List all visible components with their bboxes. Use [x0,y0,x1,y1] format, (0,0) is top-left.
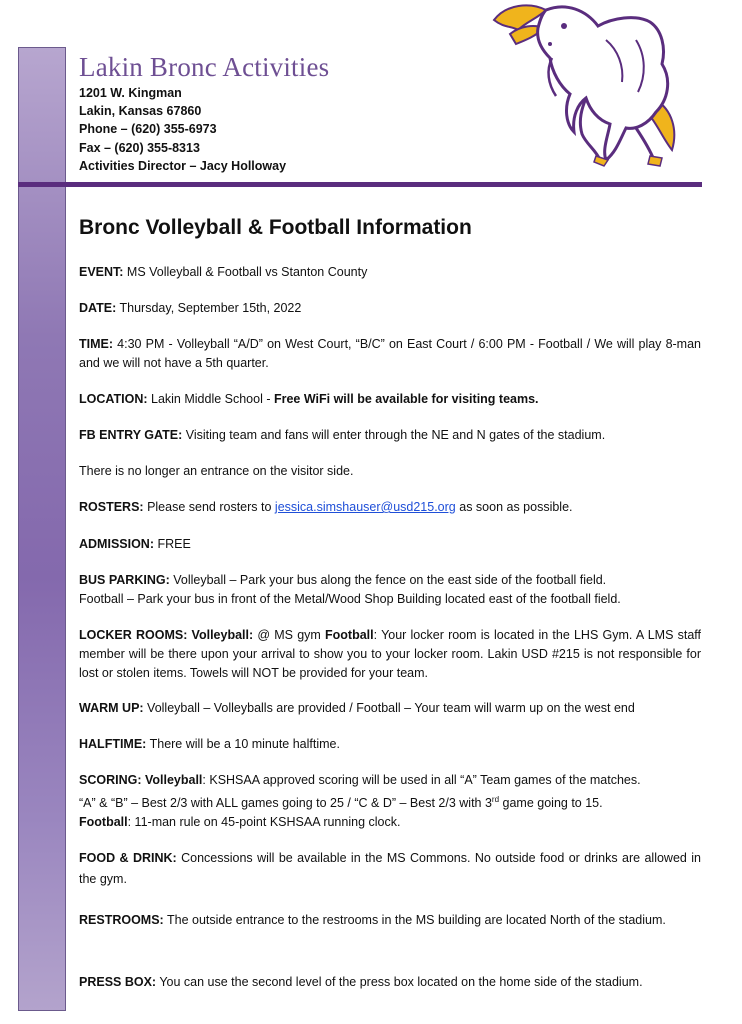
rosters-label: ROSTERS: [79,500,144,514]
halftime-value: There will be a 10 minute halftime. [146,737,340,751]
locker-rooms-label: LOCKER ROOMS: Volleyball: [79,628,254,642]
scoring-format: “A” & “B” – Best 2/3 with ALL games going to 25 / “C & D” – Best 2/3 with 3 [79,796,492,811]
admission-label: ADMISSION: [79,537,154,551]
food-drink-block [79,848,701,890]
bus-parking-line-1 [79,571,701,590]
address-line-2: Lakin, Kansas 67860 [79,104,202,119]
rosters-email-link[interactable]: jessica.simshauser@usd215.org [274,500,456,514]
fb-entry-value: Visiting team and fans will enter through the NE and N gates of the stadium. [182,428,606,442]
scoring-volleyball: : KSHSAA approved scoring will be used in all “A” Team games of the matches. [202,773,641,787]
no-entrance-line: There is no longer an entrance on the visitor side. [79,464,354,478]
fb-entry-label: FB ENTRY GATE: [79,428,183,442]
bus-parking-label: BUS PARKING: [79,573,170,587]
food-drink-value: Concessions will be available in the MS Commons. No outside food or drinks are allowed in the gym. [79,851,701,886]
warm-up-value: Volleyball – Volleyballs are provided / Football – Your team will warm up on the west end [143,701,635,715]
press-box-value: You can use the second level of the press box located on the home side of the stadium. [156,975,643,989]
scoring-block [79,771,701,832]
locker-rooms-football-label: Football [325,628,374,642]
location-label: LOCATION: [79,392,148,406]
scoring-label: SCORING: Volleyball [79,773,203,787]
press-box-label: PRESS BOX: [79,975,157,989]
sidebar-decoration [18,47,66,1011]
rosters-value-after: as soon as possible. [455,500,573,514]
scoring-football: : 11-man rule on 45-point KSHSAA running clock. [127,815,401,830]
locker-rooms-football: : Your locker room is located in the LHS Gym. A LMS staff member will be there upon your arrival to show you to your locker room. Lakin USD #215 is not responsible for lost or stolen items. Towels will NOT be provided for your team. [79,628,702,680]
rosters-value: Please send rosters to [143,500,275,514]
restrooms-label: RESTROOMS: [79,913,164,927]
location-line [79,390,701,409]
event-value: MS Volleyball & Football vs Stanton County [123,265,368,279]
bus-parking-block [79,571,701,609]
event-label: EVENT: [79,265,124,279]
event-line [79,263,701,282]
bus-parking-volleyball: Volleyball – Park your bus along the fence on the east side of the football field. [169,573,607,587]
bronco-mascot-icon [486,0,706,168]
location-wifi-note: Free WiFi will be available for visiting teams. [273,392,539,406]
food-drink-label: FOOD & DRINK: [79,851,177,865]
time-value: 4:30 PM - Volleyball “A/D” on West Court, “B/C” on East Court / 6:00 PM - Football / We will play 8-man and we will not have a 5th quarter. [79,337,701,370]
bus-parking-football: Football – Park your bus in front of the Metal/Wood Shop Building located east of the football field. [79,592,621,606]
time-line [79,335,701,373]
phone-line: Phone – (620) 355-6973 [79,122,217,137]
restrooms-value: The outside entrance to the restrooms in the MS building are located North of the stadium. [163,913,666,927]
scoring-line-3 [79,813,701,832]
scoring-line-2 [79,790,701,813]
halftime-label: HALFTIME: [79,737,147,751]
time-label: TIME: [79,337,114,351]
document-title: Bronc Volleyball & Football Information [79,216,472,239]
scoring-football-label: Football [79,815,128,830]
address-line-1: 1201 W. Kingman [79,86,182,100]
restrooms-block [79,910,701,931]
header-divider [18,182,702,187]
scoring-line-1 [79,771,701,790]
admission-line [79,535,701,554]
admission-value: FREE [154,537,191,551]
press-box-line [79,973,701,992]
date-line [79,299,701,318]
scoring-superscript: rd [491,795,500,804]
locker-rooms-block [79,626,701,683]
halftime-line [79,735,701,754]
fb-entry-line [79,426,701,445]
rosters-line [79,498,701,517]
scoring-format-end: game going to 15. [499,796,603,811]
warm-up-label: WARM UP: [79,701,144,715]
date-label: DATE: [79,301,117,315]
locker-rooms-volleyball: @ MS gym [253,628,326,642]
director-line: Activities Director – Jacy Holloway [79,158,287,173]
warm-up-line [79,699,701,718]
fax-line: Fax – (620) 355-8313 [79,140,200,155]
date-value: Thursday, September 15th, 2022 [116,301,302,315]
contact-block [79,84,286,175]
org-title: Lakin Bronc Activities [79,52,330,82]
location-value: Lakin Middle School - [147,392,274,406]
